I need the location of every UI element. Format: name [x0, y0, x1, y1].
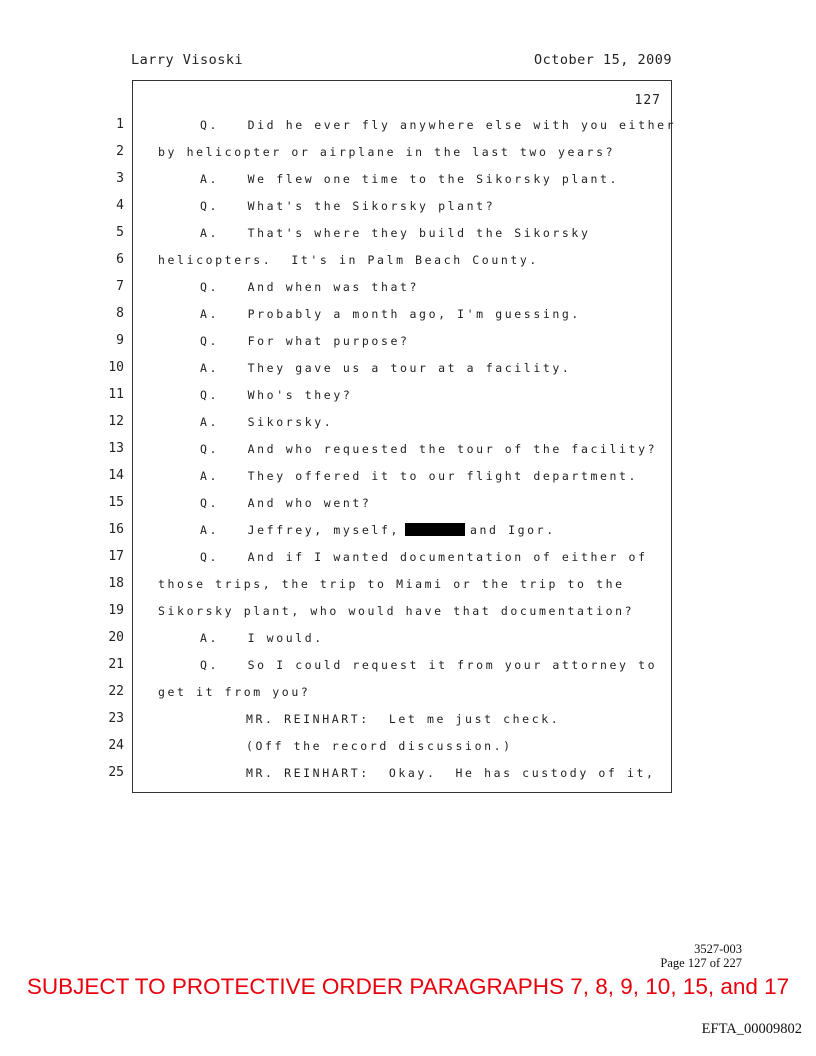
transcript-line: Q. And who requested the tour of the facility?: [200, 442, 658, 456]
transcript-line: Q. Did he ever fly anywhere else with you either: [200, 118, 677, 132]
line-number: 3: [116, 171, 124, 186]
transcript-line: Q. And when was that?: [200, 280, 420, 294]
line-number: 9: [116, 333, 124, 348]
transcript-line: A. We flew one time to the Sikorsky plant.: [200, 172, 620, 186]
line-number: 5: [116, 225, 124, 240]
transcript-line: Q. For what purpose?: [200, 334, 410, 348]
bates-page-count: Page 127 of 227: [660, 956, 742, 970]
redaction-box: [405, 523, 465, 536]
line-number: 20: [108, 630, 124, 645]
transcript-line: get it from you?: [158, 685, 311, 699]
line-number: 21: [108, 657, 124, 672]
transcript-line: A. That's where they build the Sikorsky: [200, 226, 591, 240]
transcript-line: Q. So I could request it from your attorney to: [200, 658, 658, 672]
line-number: 13: [108, 441, 124, 456]
line-number-column: [96, 114, 124, 789]
line-number: 16: [108, 522, 124, 537]
transcript-line: MR. REINHART: Okay. He has custody of it,: [246, 766, 656, 780]
transcript-line: those trips, the trip to Miami or the trip to the: [158, 577, 625, 591]
line-number: 25: [108, 765, 124, 780]
transcript-line: Sikorsky plant, who would have that documentation?: [158, 604, 635, 618]
line-number: 7: [116, 279, 124, 294]
transcript-line: Q. Who's they?: [200, 388, 353, 402]
transcript-line-part: A. Jeffrey, myself,: [200, 523, 400, 537]
transcript-line: A. Sikorsky.: [200, 415, 334, 429]
transcript-page-number: 127: [634, 93, 661, 108]
transcript-line: helicopters. It's in Palm Beach County.: [158, 253, 539, 267]
transcript-line: A. They gave us a tour at a facility.: [200, 361, 572, 375]
protective-order-notice: SUBJECT TO PROTECTIVE ORDER PARAGRAPHS 7, 8, 9, 10, 15, and 17: [26, 974, 790, 999]
transcript-line: MR. REINHART: Let me just check.: [246, 712, 561, 726]
transcript-lines: [158, 114, 677, 789]
line-number: 23: [108, 711, 124, 726]
line-number: 24: [108, 738, 124, 753]
deponent-name: Larry Visoski: [131, 52, 244, 68]
bates-number: 3527-003: [694, 942, 742, 956]
line-number: 12: [108, 414, 124, 429]
line-number: 15: [108, 495, 124, 510]
line-number: 4: [116, 198, 124, 213]
line-number: 19: [108, 603, 124, 618]
line-number: 11: [108, 387, 124, 402]
transcript-line: A. Probably a month ago, I'm guessing.: [200, 307, 581, 321]
transcript-line: [158, 519, 668, 546]
line-number: 22: [108, 684, 124, 699]
line-number: 14: [108, 468, 124, 483]
transcript-line-part: and Igor.: [470, 523, 556, 537]
line-number: 6: [116, 252, 124, 267]
transcript-line: (Off the record discussion.): [246, 739, 513, 753]
transcript-line: Q. And who went?: [200, 496, 372, 510]
transcript-line: by helicopter or airplane in the last two years?: [158, 145, 616, 159]
transcript-line: Q. And if I wanted documentation of either of: [200, 550, 648, 564]
deposition-date: October 15, 2009: [533, 52, 672, 68]
transcript-line: A. They offered it to our flight department.: [200, 469, 639, 483]
document-id: EFTA_00009802: [701, 1021, 802, 1037]
line-number: 18: [108, 576, 124, 591]
line-number: 10: [108, 360, 124, 375]
transcript-line: A. I would.: [200, 631, 324, 645]
line-number: 17: [108, 549, 124, 564]
transcript-line: Q. What's the Sikorsky plant?: [200, 199, 496, 213]
line-number: 2: [116, 144, 124, 159]
line-number: 1: [116, 117, 124, 132]
line-number: 8: [116, 306, 124, 321]
